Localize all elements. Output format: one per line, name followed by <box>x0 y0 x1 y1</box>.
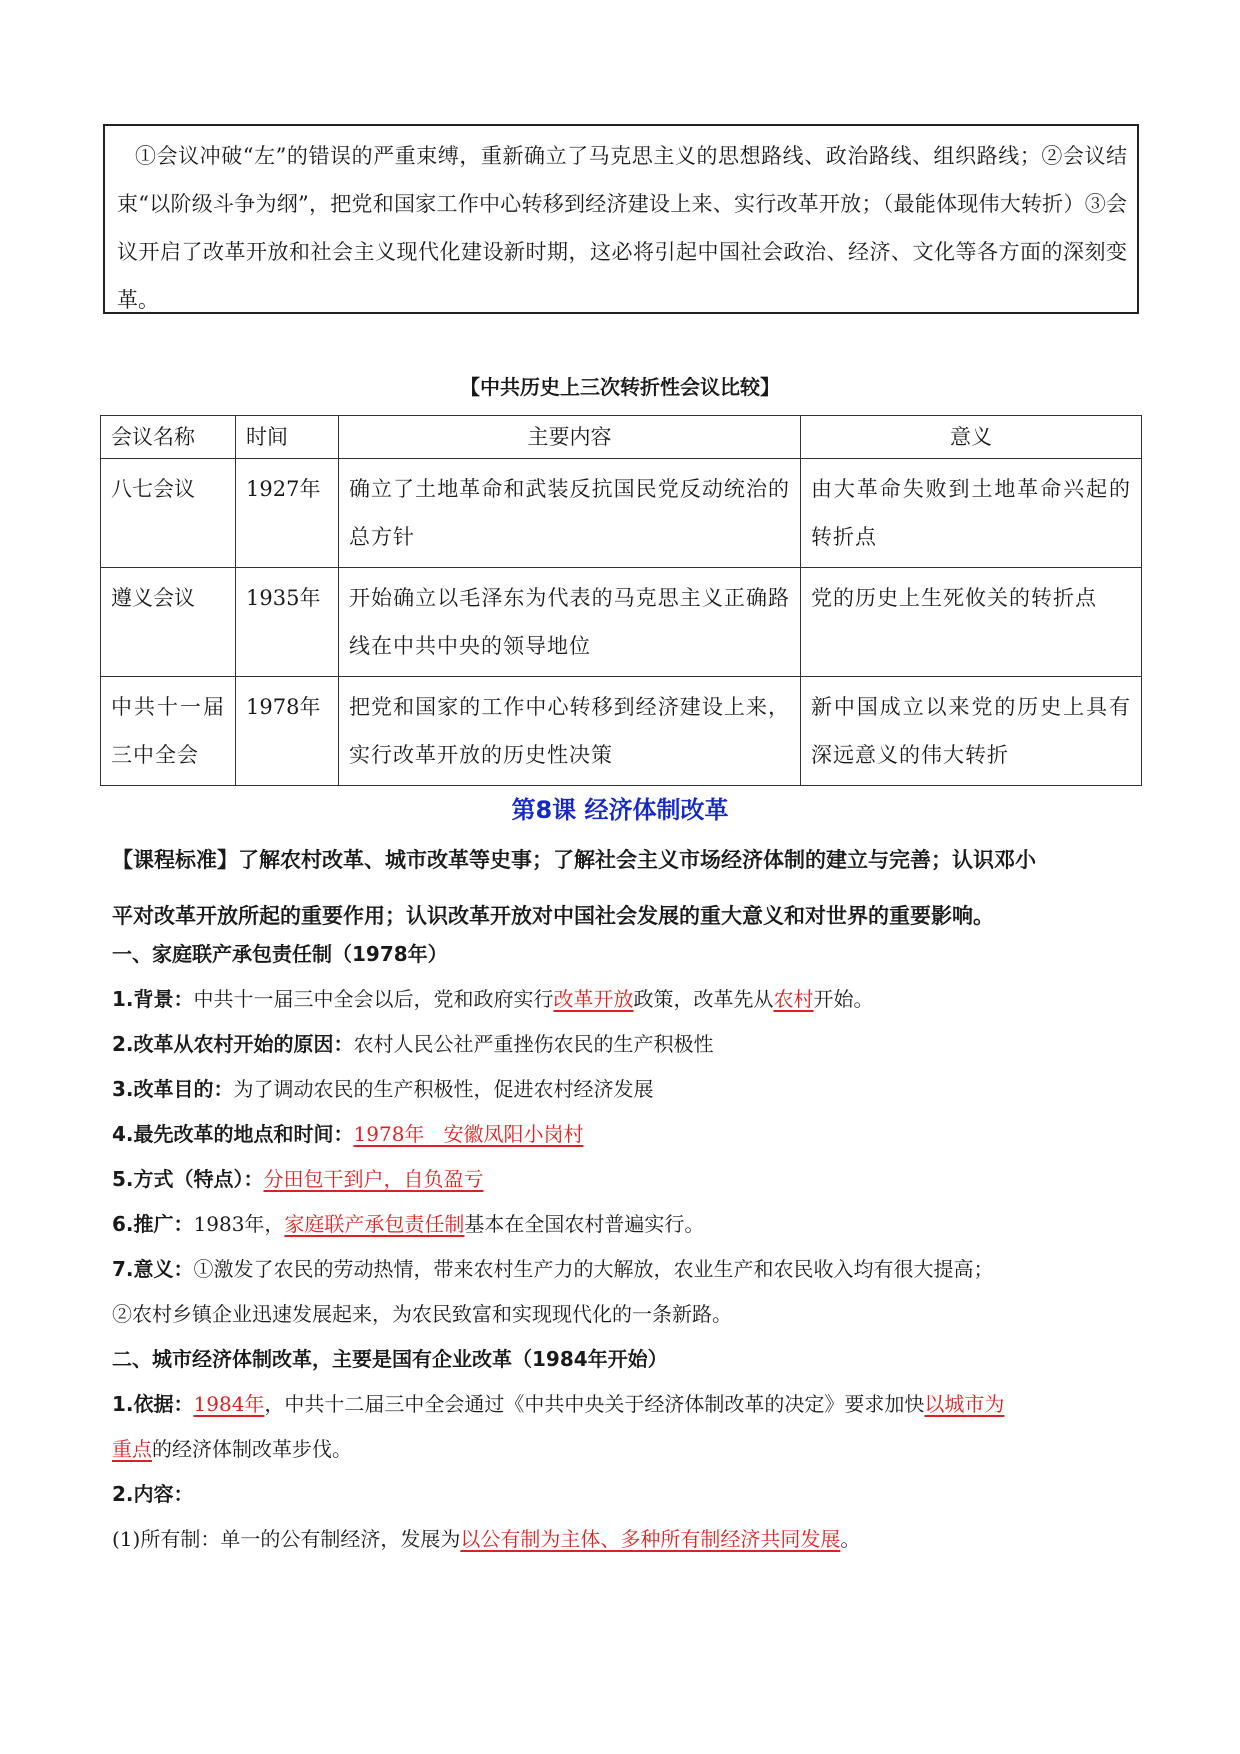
item-label: 3.改革目的： <box>112 1077 234 1101</box>
header-cell: 主要内容 <box>339 416 801 459</box>
boxed-text: ①会议冲破“左”的错误的严重束缚，重新确立了马克思主义的思想路线、政治路线、组织路线；②会议结束“以阶级斗争为纲”，把党和国家工作中心转移到经济建设上来、实行改革开放；（最能体现伟大转折）③会议开启了改革开放和社会主义现代化建设新时期，这必将引起中国社会政治、经济、文化等各方面的深刻变革。 <box>117 144 1127 312</box>
key-term: 改革开放 <box>553 987 634 1011</box>
item-label: 5.方式（特点）： <box>112 1167 264 1191</box>
key-term: 以城市为 <box>924 1392 1005 1416</box>
item-label: 7.意义： <box>112 1257 194 1281</box>
item-text: 为了调动农民的生产积极性，促进农村经济发展 <box>233 1077 654 1101</box>
list-item <box>112 1202 1142 1247</box>
item-text: (1)所有制：单一的公有制经济，发展为 <box>112 1527 461 1551</box>
item-text: 基本在全国农村普遍实行。 <box>464 1212 705 1236</box>
table-cell: 1978年 <box>236 677 339 786</box>
item-text: 开始。 <box>813 987 874 1011</box>
list-item-continuation <box>112 1292 1142 1337</box>
key-term: 分田包干到户，自负盈亏 <box>263 1167 484 1191</box>
table-cell: 中共十一届三中全会 <box>101 677 236 786</box>
section-heading: 一、家庭联产承包责任制（1978年） <box>112 942 448 966</box>
item-label: 2.内容： <box>112 1482 194 1506</box>
table-cell: 党的历史上生死攸关的转折点 <box>801 568 1142 677</box>
table-row <box>101 677 1142 786</box>
table-caption: 【中共历史上三次转折性会议比较】 <box>460 375 780 399</box>
lesson-title: 第8课 经济体制改革 <box>511 796 729 824</box>
item-text: 中共十一届三中全会以后，党和政府实行 <box>193 987 554 1011</box>
table-cell: 八七会议 <box>101 459 236 568</box>
item-text: ②农村乡镇企业迅速发展起来，为农民致富和实现现代化的一条新路。 <box>112 1302 732 1326</box>
list-item <box>112 1112 1142 1157</box>
header-cell: 意义 <box>801 416 1142 459</box>
item-label: 1.背景： <box>112 987 194 1011</box>
meeting-comparison-table <box>100 415 1142 786</box>
list-item-continuation <box>112 1427 1142 1472</box>
table-cell: 由大革命失败到土地革命兴起的转折点 <box>801 459 1142 568</box>
section-urban-reform <box>112 1337 1142 1562</box>
table-row <box>101 459 1142 568</box>
key-term: 以公有制为主体、多种所有制经济共同发展 <box>460 1527 841 1551</box>
header-cell: 会议名称 <box>101 416 236 459</box>
item-text: 的经济体制改革步伐。 <box>152 1437 352 1461</box>
key-term: 1984年 <box>193 1392 265 1416</box>
table-cell: 遵义会议 <box>101 568 236 677</box>
meeting-significance-box <box>103 124 1139 314</box>
course-standard <box>112 832 1142 944</box>
item-text: 政策，改革先从 <box>633 987 774 1011</box>
standard-line: 平对改革开放所起的重要作用；认识改革开放对中国社会发展的重大意义和对世界的重要影响。 <box>112 904 994 928</box>
table-row <box>101 568 1142 677</box>
table-cell: 新中国成立以来党的历史上具有深远意义的伟大转折 <box>801 677 1142 786</box>
item-label: 4.最先改革的地点和时间： <box>112 1122 354 1146</box>
item-label: 2.改革从农村开始的原因： <box>112 1032 354 1056</box>
list-item <box>112 1517 1142 1562</box>
key-term: 重点 <box>112 1437 152 1461</box>
item-label: 1.依据： <box>112 1392 194 1416</box>
list-item <box>112 1382 1142 1427</box>
table-cell: 1927年 <box>236 459 339 568</box>
table-cell: 1935年 <box>236 568 339 677</box>
table-header-row <box>101 416 1142 459</box>
list-item <box>112 1022 1142 1067</box>
list-item <box>112 977 1142 1022</box>
key-term: 1978年 安徽凤阳小岗村 <box>353 1122 584 1146</box>
standard-line: 【课程标准】了解农村改革、城市改革等史事；了解社会主义市场经济体制的建立与完善；认识邓小 <box>112 848 1036 872</box>
list-item <box>112 1157 1142 1202</box>
item-text: ，中共十二届三中全会通过《中共中央关于经济体制改革的决定》要求加快 <box>264 1392 925 1416</box>
item-text: 1983年， <box>193 1212 285 1236</box>
key-term: 家庭联产承包责任制 <box>284 1212 465 1236</box>
table-cell: 把党和国家的工作中心转移到经济建设上来，实行改革开放的历史性决策 <box>339 677 801 786</box>
section-household-responsibility <box>112 932 1142 1337</box>
table-cell: 确立了土地革命和武装反抗国民党反动统治的总方针 <box>339 459 801 568</box>
item-text: ①激发了农民的劳动热情，带来农村生产力的大解放，农业生产和农民收入均有很大提高； <box>193 1257 994 1281</box>
item-text: 农村人民公社严重挫伤农民的生产积极性 <box>353 1032 714 1056</box>
list-item <box>112 1247 1142 1292</box>
key-term: 农村 <box>773 987 814 1011</box>
item-label: 6.推广： <box>112 1212 194 1236</box>
item-text: 。 <box>840 1527 861 1551</box>
table-cell: 开始确立以毛泽东为代表的马克思主义正确路线在中共中央的领导地位 <box>339 568 801 677</box>
header-cell: 时间 <box>236 416 339 459</box>
section-heading: 二、城市经济体制改革，主要是国有企业改革（1984年开始） <box>112 1347 668 1371</box>
list-item <box>112 1067 1142 1112</box>
